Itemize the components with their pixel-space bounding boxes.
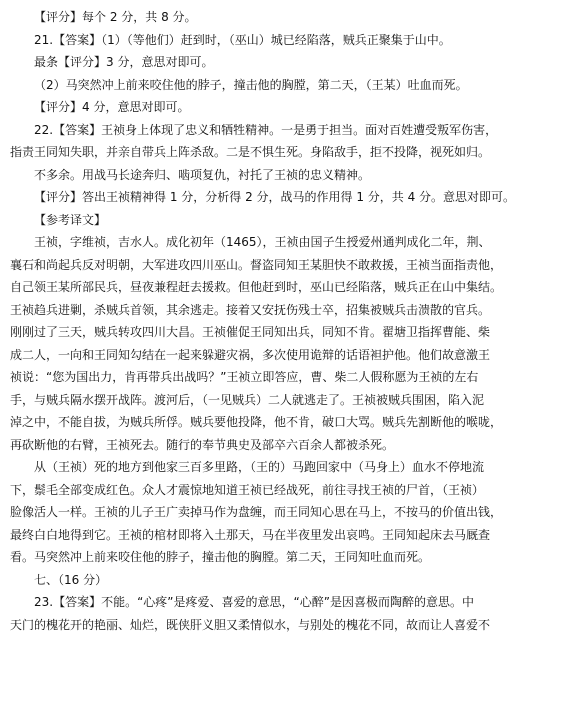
translation-line: 王祯，字维祯，吉水人。成化初年（1465），王祯由国子生授爱州通判成化二年，荆、	[34, 235, 491, 249]
translation-line: 脸像活人一样。王祯的儿子王广卖掉马作为盘缠，而王同知心思在马上，不按马的价值出钱，	[10, 505, 503, 519]
translation-line: 从（王祯）死的地方到他家三百多里路，（王的）马跑回家中（马身上）血水不停地流	[34, 460, 485, 474]
translation-line: 王祯趋兵进剿，杀贼兵首领，其余逃走。接着又安抚伤残士卒，招集被贼兵击溃散的官兵。	[10, 302, 491, 317]
translation-line: 看。马突然冲上前来咬住他的脖子，撞击他的胸膛。第二天，王同知吐血而死。	[10, 550, 431, 564]
translation-line: 襄石和尚起兵反对明朝，大军进攻四川巫山。督盗同知王某胆快不敢救援，王祯当面指责他，	[10, 257, 503, 272]
translation-line: 淖之中，不能自拔，为贼兵所俘。贼兵要他投降，他不肯，破口大骂。贼兵先割断他的喉咙，	[10, 415, 503, 429]
scoring-line-20: 【评分】每个 2 分，共 8 分。	[34, 10, 197, 24]
section-seven-heading: 七、（16 分）	[34, 572, 108, 587]
answer-21-part-2: （2）马突然冲上前来咬住他的脖子，撞击他的胸膛，第二天，（王某）吐血而死。	[34, 77, 468, 92]
translation-line: 祯说：“您为国出力，肯再带兵出战吗？”王祯立即答应，曹、柴二人假称愿为王祯的左右	[10, 370, 479, 384]
translation-line: 下，鬃毛全部变成红色。众人才震惊地知道王祯已经战死，前往寻找王祯的尸首，（王祯）	[10, 482, 485, 497]
translation-line: 手，与贼兵隔水摆开战阵。渡河后，（一见贼兵）二人就逃走了。王祯被贼兵围困，陷入泥	[10, 392, 485, 407]
answer-22-line-1: 22.【答案】王祯身上体现了忠义和牺牲精神。一是勇于担当。面对百姓遭受叛军伤害，	[34, 122, 498, 137]
translation-line: 最终白白地得到它。王祯的棺材即将入土那天，马在半夜里发出哀鸣。王同知起床去马厩查	[10, 527, 491, 542]
answer-22-line-2: 指责王同知失职，并亲自带兵上阵杀敌。二是不惧生死。身陷敌手，拒不投降，视死如归。	[10, 145, 491, 159]
answer-23-line-2: 天门的槐花开的艳丽、灿烂，既侠肝义胆又柔情似水，与别处的槐花不同，故而让人喜爱不	[10, 617, 491, 632]
translation-line: 成二人，一向和王同知勾结在一起来躲避灾祸，多次使用诡辩的话语袒护他。他们故意激王	[10, 347, 491, 362]
answer-21-part-1: 21.【答案】（1）（等他们）赶到时，（巫山）城已经陷落，贼兵正聚集于山中。	[34, 32, 451, 47]
scoring-21-part-1: 最条【评分】3 分，意思对即可。	[34, 55, 214, 69]
scoring-21-part-2: 【评分】4 分，意思对即可。	[34, 100, 190, 114]
translation-heading: 【参考译文】	[34, 212, 107, 227]
scoring-22: 【评分】答出王祯精神得 1 分，分析得 2 分，战马的作用得 1 分，共 4 分。意思对即可。	[34, 190, 516, 204]
translation-line: 自己领王某所部民兵，昼夜兼程赶去援救。但他赶到时，巫山已经陷落，贼兵正在山中集结。	[10, 280, 503, 294]
translation-line: 刚刚过了三天，贼兵转攻四川大昌。王祯催促王同知出兵，同知不肯。翟塘卫指挥曹能、柴	[10, 325, 491, 339]
answer-23-line-1: 23.【答案】不能。“心疼”是疼爱、喜爱的意思，“心醉”是因喜极而陶醉的意思。中	[34, 595, 474, 609]
answer-22-line-3: 不多余。用战马长途奔归、啮项复仇，衬托了王祯的忠义精神。	[34, 167, 371, 182]
translation-line: 再砍断他的右臂，王祯死去。随行的奉节典史及部卒六百余人都被杀死。	[10, 437, 395, 452]
